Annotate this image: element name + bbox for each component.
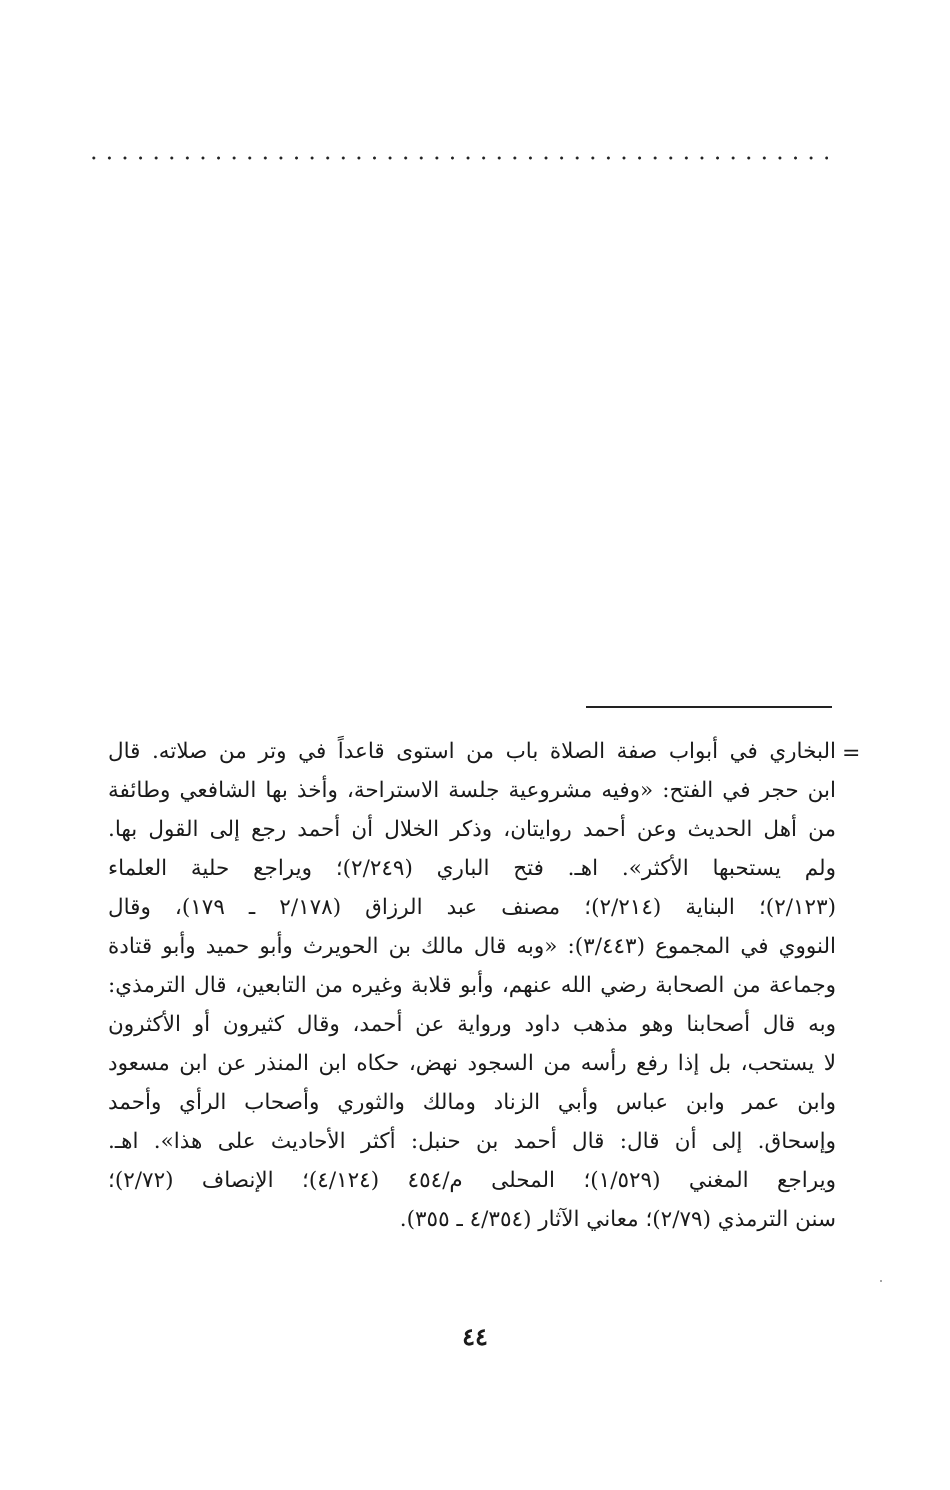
footnote-line: سنن الترمذي (٢/٧٩)؛ معاني الآثار (٤/٣٥٤ ـ ٣٥٥). xyxy=(399,1207,836,1232)
footnote-line: (٢/١٢٣)؛ البناية (٢/٢١٤)؛ مصنف عبد الرزاق (٢/١٧٨ ـ ١٧٩)، وقال xyxy=(108,895,836,920)
footnote-line: من أهل الحديث وعن أحمد روايتان، وذكر الخلال أن أحمد رجع إلى القول بها. xyxy=(108,817,836,842)
footnote-line: ابن حجر في الفتح: «وفيه مشروعية جلسة الاستراحة، وأخذ بها الشافعي وطائفة xyxy=(108,778,836,803)
dotted-separator xyxy=(86,153,828,163)
footnote-separator-rule xyxy=(586,706,832,708)
footnote-line: ويراجع المغني (١/٥٢٩)؛ المحلى م/٤٥٤ (٤/١٢٤)؛ الإنصاف (٢/٧٢)؛ xyxy=(108,1168,836,1193)
scan-speck xyxy=(880,1280,882,1282)
footnote-text xyxy=(108,732,836,1239)
page-number: ٤٤ xyxy=(462,1322,488,1351)
footnote-line: البخاري في أبواب صفة الصلاة باب من استوى قاعداً في وتر من صلاته. قال xyxy=(108,739,836,764)
footnote-line: وجماعة من الصحابة رضي الله عنهم، وأبو قلابة وغيره من التابعين، قال الترمذي: xyxy=(108,973,836,998)
footnote-line: وبه قال أصحابنا وهو مذهب داود ورواية عن أحمد، وقال كثيرون أو الأكثرون xyxy=(108,1012,836,1037)
footnote-line: النووي في المجموع (٣/٤٤٣): «وبه قال مالك بن الحويرث وأبو حميد وأبو قتادة xyxy=(108,934,836,959)
footnote-line: وإسحاق. إلى أن قال: قال أحمد بن حنبل: أكثر الأحاديث على هذا». اهـ. xyxy=(108,1129,836,1154)
footnote-line: وابن عمر وابن عباس وأبي الزناد ومالك والثوري وأصحاب الرأي وأحمد xyxy=(108,1090,836,1115)
footnote-line: ولم يستحبها الأكثر». اهـ. فتح الباري (٢/٢٤٩)؛ ويراجع حلية العلماء xyxy=(108,856,836,881)
footnote-line: لا يستحب، بل إذا رفع رأسه من السجود نهض، حكاه ابن المنذر عن ابن مسعود xyxy=(108,1051,836,1076)
continuation-mark: = xyxy=(842,741,861,766)
